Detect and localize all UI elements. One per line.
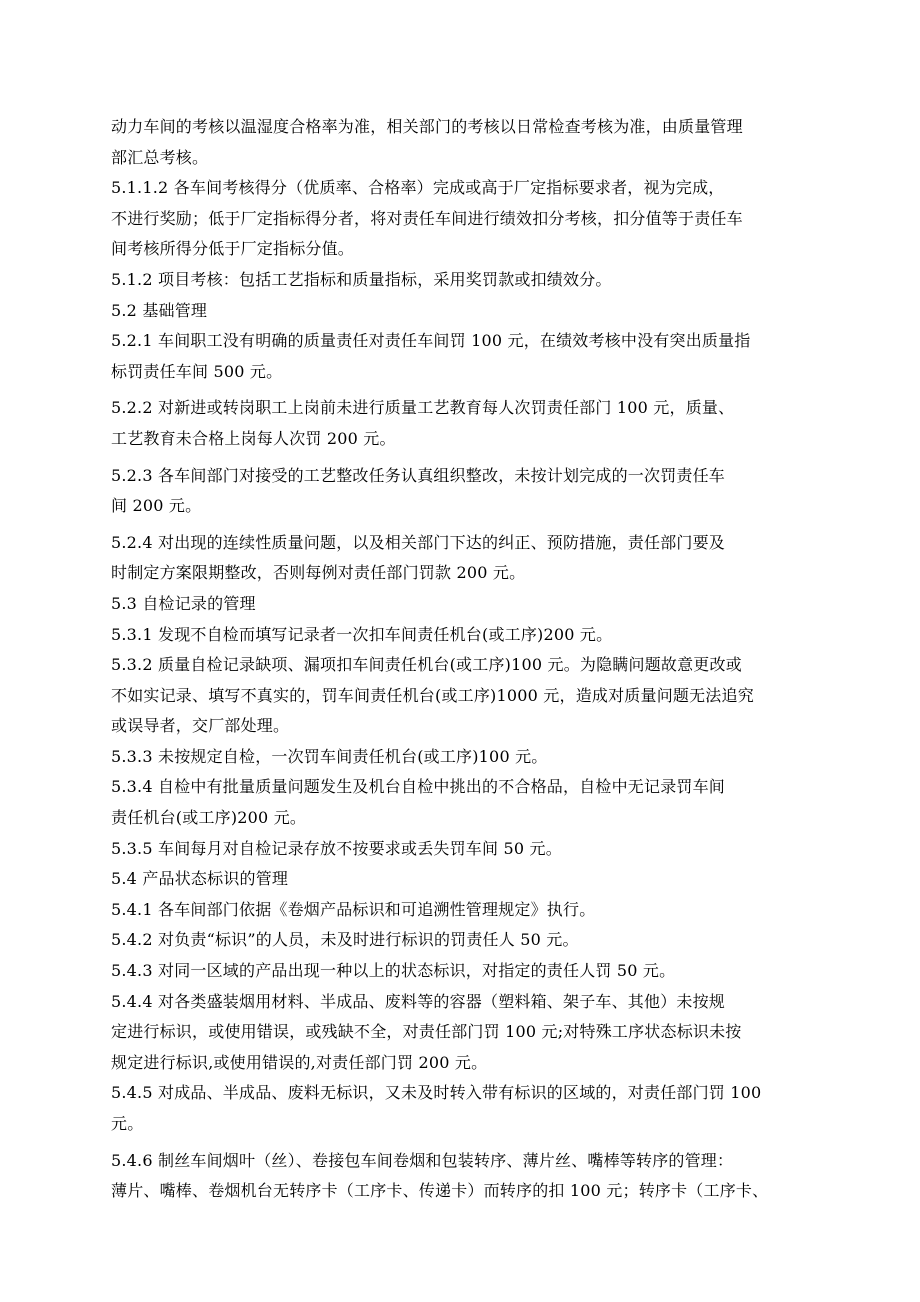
section-5-4-4: 5.4.4 对各类盛装烟用材料、半成品、废料等的容器（塑料箱、架子车、其他）未按规	[111, 991, 725, 1011]
section-heading-5-4: 5.4 产品状态标识的管理	[111, 869, 289, 889]
text-line: 规定进行标识,或使用错误的,对责任部门罚 200 元。	[111, 1052, 488, 1072]
text-line: 薄片、嘴棒、卷烟机台无转序卡（工序卡、传递卡）而转序的扣 100 元；转序卡（工序卡、	[111, 1181, 769, 1201]
section-5-4-5: 5.4.5 对成品、半成品、废料无标识，又未及时转入带有标识的区域的，对责任部门罚 100	[111, 1083, 762, 1103]
section-5-2-2: 5.2.2 对新进或转岗职工上岗前未进行质量工艺教育每人次罚责任部门 100 元，质量、	[111, 398, 735, 418]
section-5-4-1: 5.4.1 各车间部门依据《卷烟产品标识和可追溯性管理规定》执行。	[111, 899, 596, 919]
text-line: 间考核所得分低于厂定指标分值。	[111, 239, 355, 259]
text-line: 间 200 元。	[111, 496, 202, 516]
text-line: 定进行标识，或使用错误，或残缺不全，对责任部门罚 100 元;对特殊工序状态标识未按	[111, 1022, 742, 1042]
section-5-3-5: 5.3.5 车间每月对自检记录存放不按要求或丢失罚车间 50 元。	[111, 838, 562, 858]
section-5-2-1: 5.2.1 车间职工没有明确的质量责任对责任车间罚 100 元，在绩效考核中没有突出质量指	[111, 331, 751, 351]
section-5-3-3: 5.3.3 未按规定自检，一次罚车间责任机台(或工序)100 元。	[111, 746, 548, 766]
section-5-4-3: 5.4.3 对同一区域的产品出现一种以上的状态标识，对指定的责任人罚 50 元。	[111, 961, 676, 981]
text-line: 工艺教育未合格上岗每人次罚 200 元。	[111, 428, 396, 448]
section-heading-5-2: 5.2 基础管理	[111, 300, 208, 320]
section-5-1-2: 5.1.2 项目考核：包括工艺指标和质量指标，采用奖罚款或扣绩效分。	[111, 269, 612, 289]
text-line: 时制定方案限期整改，否则每例对责任部门罚款 200 元。	[111, 563, 526, 583]
text-line: 元。	[111, 1114, 144, 1133]
section-5-3-2: 5.3.2 质量自检记录缺项、漏项扣车间责任机台(或工序)100 元。为隐瞒问题故意更改或	[111, 655, 742, 675]
text-line: 责任机台(或工序)200 元。	[111, 808, 307, 828]
text-line: 部汇总考核。	[111, 147, 209, 167]
text-line: 标罚责任车间 500 元。	[111, 361, 283, 381]
section-heading-5-3: 5.3 自检记录的管理	[111, 593, 256, 613]
section-5-2-4: 5.2.4 对出现的连续性质量问题，以及相关部门下达的纠正、预防措施，责任部门要及	[111, 532, 725, 552]
section-5-4-2: 5.4.2 对负责“标识”的人员，未及时进行标识的罚责任人 50 元。	[111, 930, 579, 950]
document-body	[111, 112, 846, 1207]
section-5-2-3: 5.2.3 各车间部门对接受的工艺整改任务认真组织整改，未按计划完成的一次罚责任车	[111, 465, 725, 485]
section-5-3-4: 5.3.4 自检中有批量质量问题发生及机台自检中挑出的不合格品，自检中无记录罚车间	[111, 777, 725, 797]
section-5-3-1: 5.3.1 发现不自检而填写记录者一次扣车间责任机台(或工序)200 元。	[111, 624, 613, 644]
section-5-1-1-2: 5.1.1.2 各车间考核得分（优质率、合格率）完成或高于厂定指标要求者，视为完成，	[111, 178, 725, 198]
text-line: 或误导者，交厂部处理。	[111, 716, 290, 736]
text-line: 不如实记录、填写不真实的，罚车间责任机台(或工序)1000 元，造成对质量问题无法追究	[111, 685, 754, 705]
text-line: 不进行奖励；低于厂定指标得分者，将对责任车间进行绩效扣分考核，扣分值等于责任车	[111, 208, 743, 228]
section-5-4-6: 5.4.6 制丝车间烟叶（丝）、卷接包车间卷烟和包装转序、薄片丝、嘴棒等转序的管理：	[111, 1150, 734, 1170]
text-line: 动力车间的考核以温湿度合格率为准，相关部门的考核以日常检查考核为准，由质量管理	[111, 117, 743, 136]
